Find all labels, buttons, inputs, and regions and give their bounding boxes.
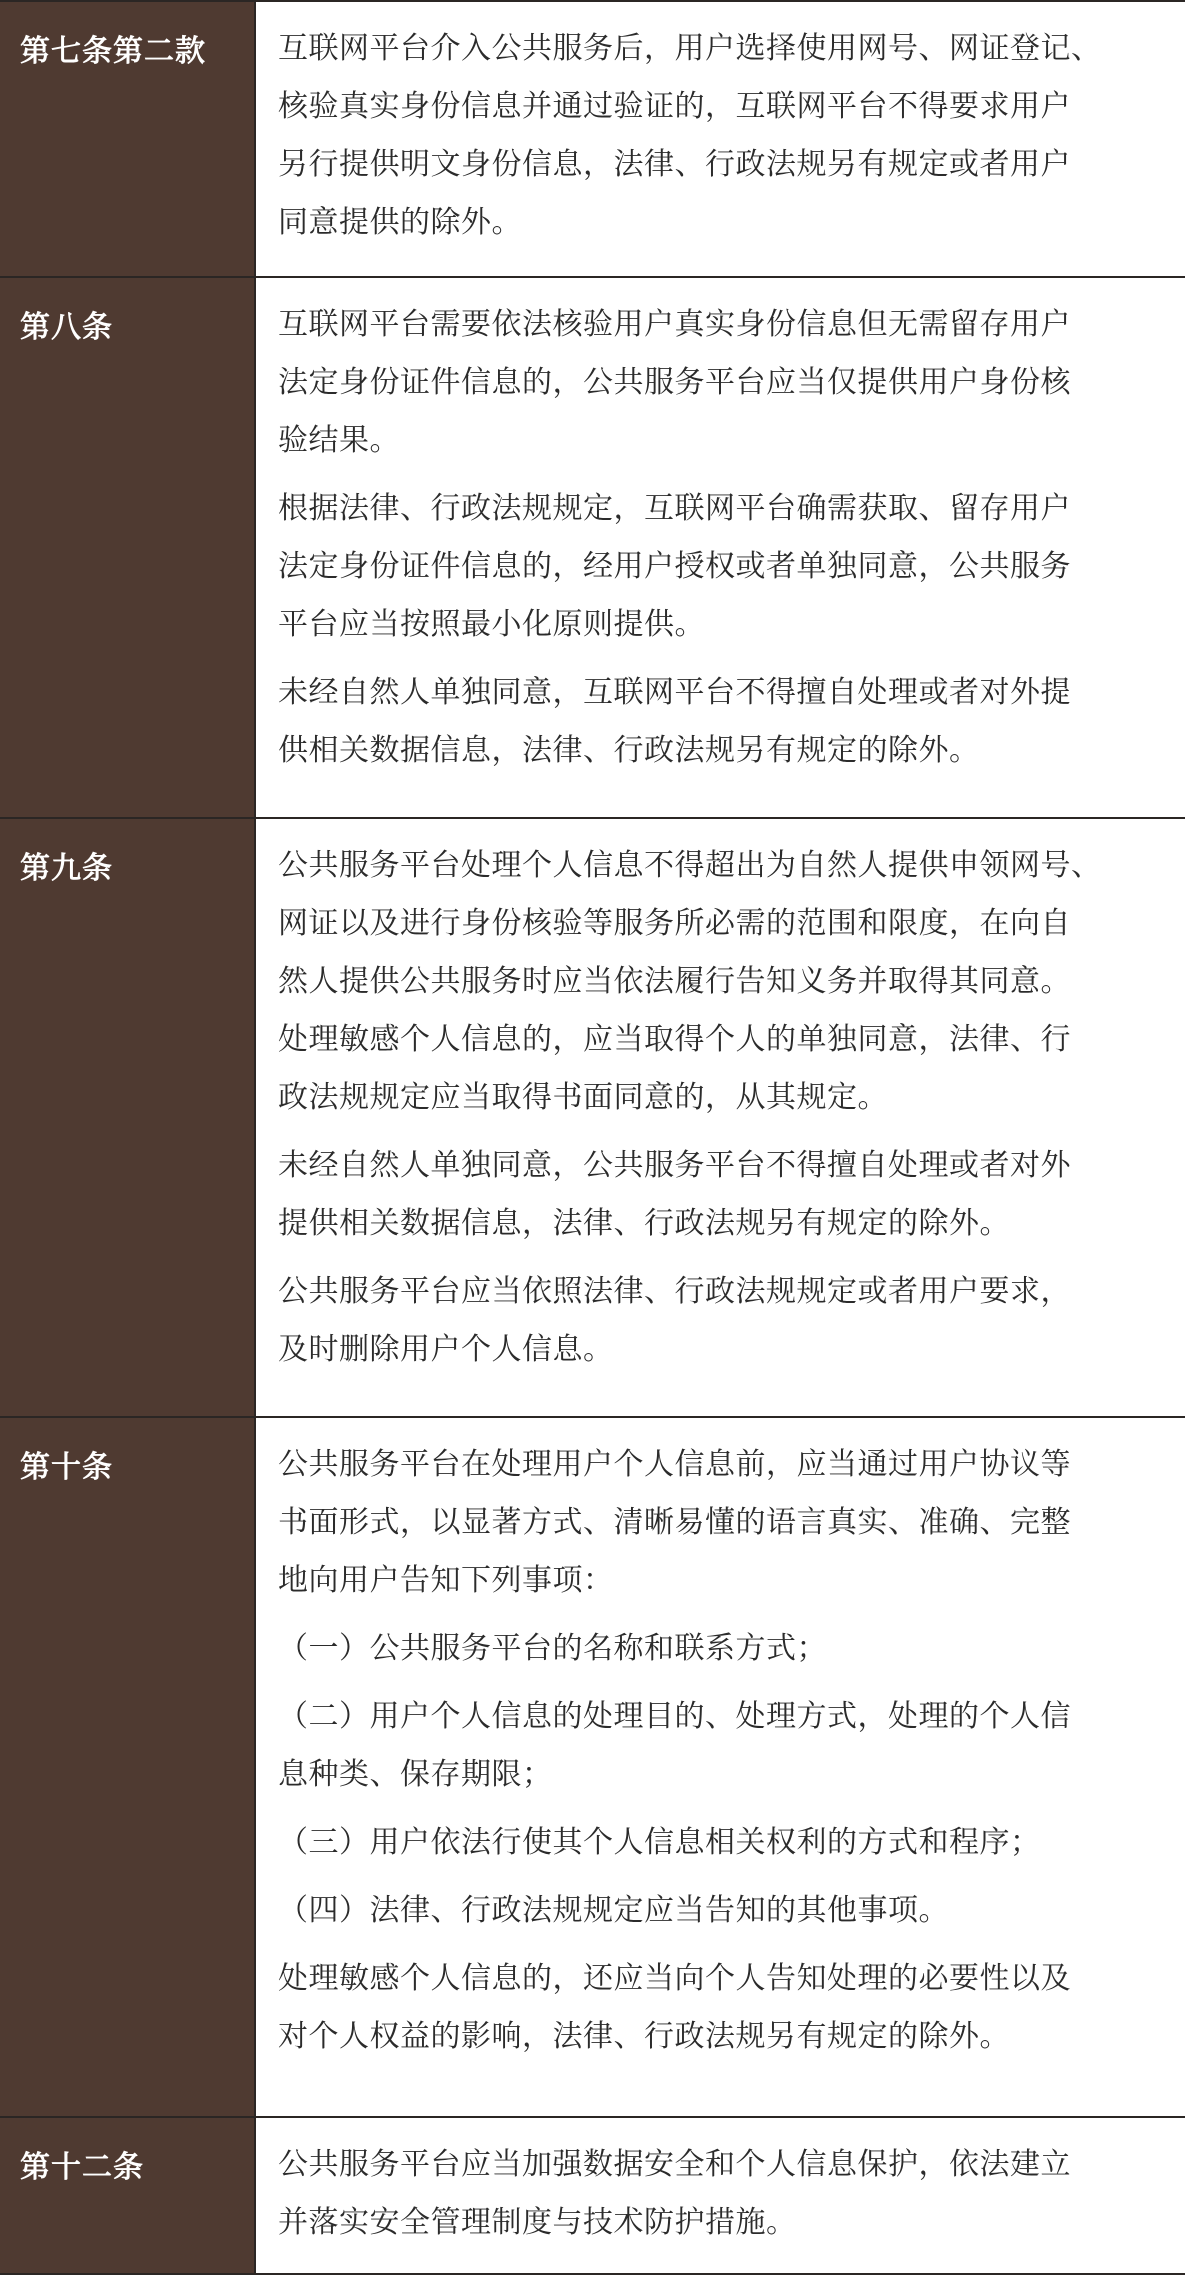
article-paragraph: 处理敏感个人信息的，还应当向个人告知处理的必要性以及 对个人权益的影响，法律、行政法规另有规定的除外。	[278, 1961, 1071, 2054]
list-item: （三）用户依法行使其个人信息相关权利的方式和程序；	[278, 1825, 1041, 1860]
article-paragraph: 未经自然人单独同意，互联网平台不得擅自处理或者对外提 供相关数据信息，法律、行政法规另有规定的除外。	[278, 675, 1071, 768]
article-label: 第九条	[20, 851, 113, 886]
article-paragraph: 根据法律、行政法规规定，互联网平台确需获取、留存用户 法定身份证件信息的，经用户授权或者单独同意，公共服务 平台应当按照最小化原则提供。	[278, 491, 1071, 642]
article-content-cell	[256, 2118, 1185, 2273]
article-paragraph: 公共服务平台应当依照法律、行政法规规定或者用户要求， 及时删除用户个人信息。	[278, 1274, 1071, 1367]
article-label: 第八条	[20, 310, 113, 345]
article-label: 第十条	[20, 1450, 113, 1485]
article-content-cell	[256, 1418, 1185, 2116]
article-label-cell	[0, 1418, 256, 2116]
article-label-cell	[0, 819, 256, 1416]
table-row	[0, 2118, 1185, 2275]
list-item: （一）公共服务平台的名称和联系方式；	[278, 1631, 827, 1666]
list-item: （二）用户个人信息的处理目的、处理方式，处理的个人信 息种类、保存期限；	[278, 1699, 1071, 1792]
article-label: 第十二条	[20, 2150, 144, 2185]
article-content-cell	[256, 278, 1185, 817]
table-row	[0, 819, 1185, 1418]
article-paragraph: 互联网平台需要依法核验用户真实身份信息但无需留存用户 法定身份证件信息的，公共服务平台应当仅提供用户身份核 验结果。	[278, 307, 1071, 458]
article-label-cell	[0, 278, 256, 817]
article-label-cell	[0, 2118, 256, 2273]
article-paragraph: 未经自然人单独同意，公共服务平台不得擅自处理或者对外 提供相关数据信息，法律、行政法规另有规定的除外。	[278, 1148, 1071, 1241]
article-paragraph: 公共服务平台在处理用户个人信息前，应当通过用户协议等 书面形式，以显著方式、清晰易懂的语言真实、准确、完整 地向用户告知下列事项：	[278, 1447, 1071, 1598]
article-content-cell	[256, 819, 1185, 1416]
list-item: （四）法律、行政法规规定应当告知的其他事项。	[278, 1893, 949, 1928]
article-paragraph: 互联网平台介入公共服务后，用户选择使用网号、网证登记、 核验真实身份信息并通过验证的，互联网平台不得要求用户 另行提供明文身份信息，法律、行政法规另有规定或者用户 同意提供的除外。	[278, 31, 1102, 240]
table-row	[0, 1418, 1185, 2118]
table-row	[0, 278, 1185, 819]
article-label: 第七条第二款	[20, 34, 206, 69]
table-row	[0, 2, 1185, 278]
article-label-cell	[0, 2, 256, 276]
article-content-cell	[256, 2, 1185, 276]
article-paragraph: 公共服务平台应当加强数据安全和个人信息保护，依法建立 并落实安全管理制度与技术防护措施。	[278, 2147, 1071, 2240]
article-paragraph: 公共服务平台处理个人信息不得超出为自然人提供申领网号、 网证以及进行身份核验等服务所必需的范围和限度，在向自 然人提供公共服务时应当依法履行告知义务并取得其同意。 处理敏感个人信息的，应当取得个人的单独同意，法律、行 政法规规定应当取得书面同意的，从其规定。	[278, 848, 1102, 1115]
